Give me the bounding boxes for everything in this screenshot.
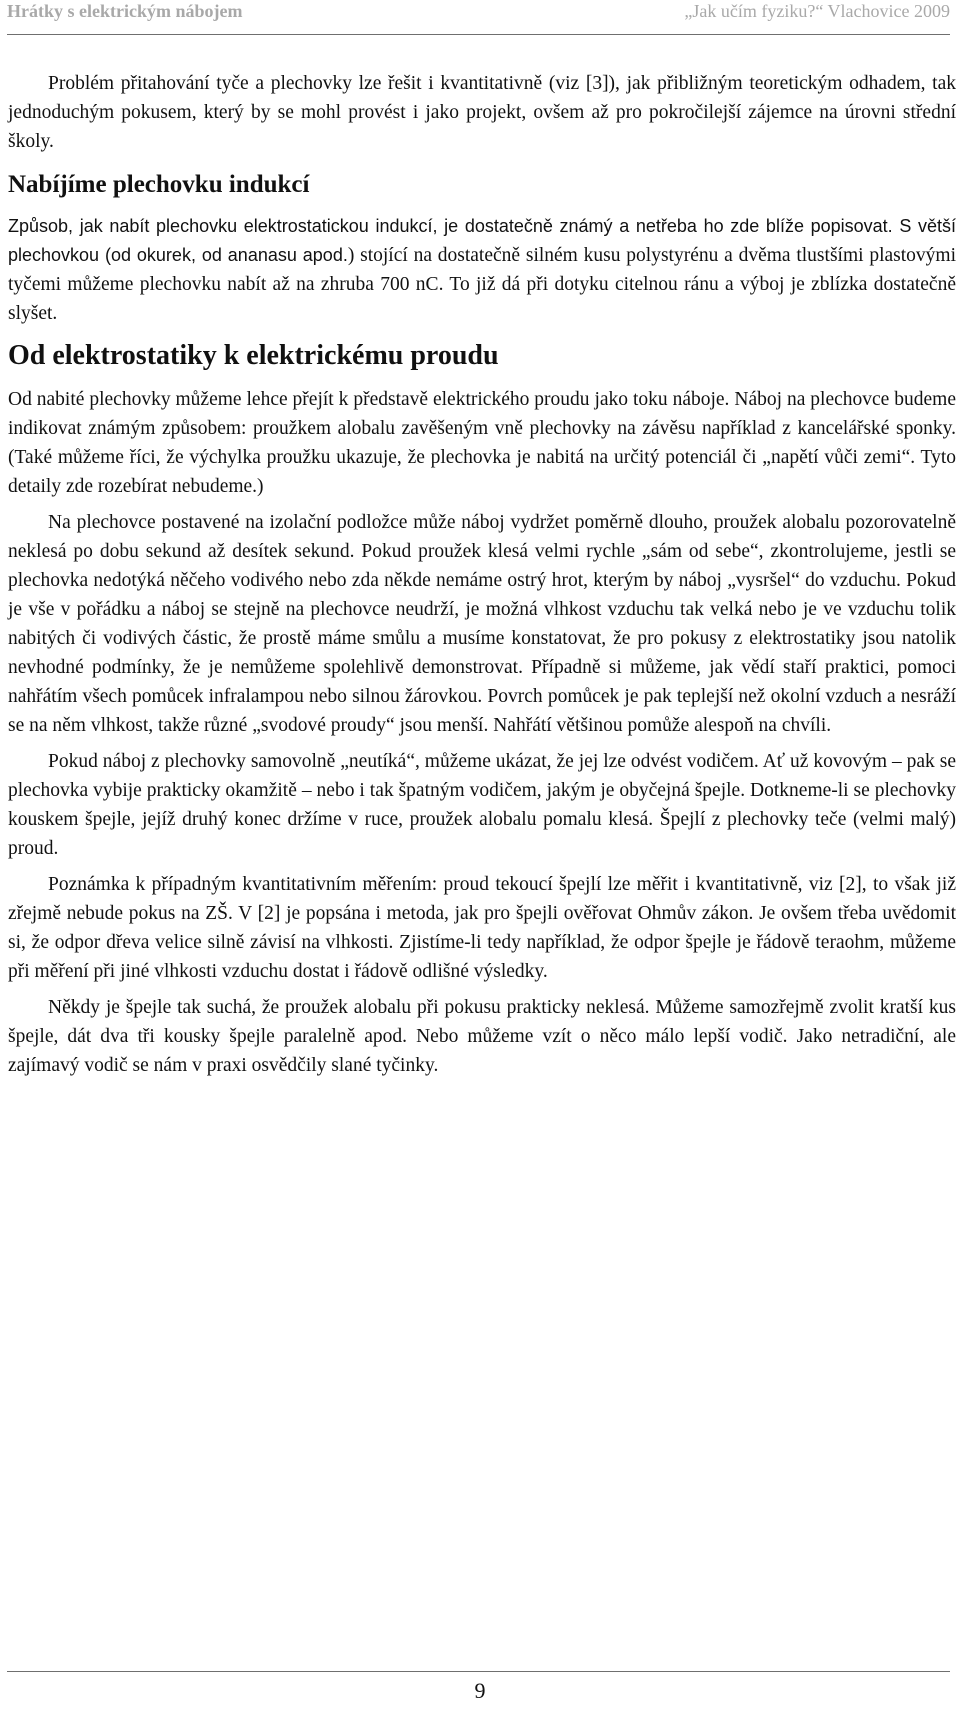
paragraph-dry-stick: Někdy je špejle tak suchá, že proužek alobalu při pokusu prakticky neklesá. Můžeme samozřejmě zvolit kratší kus špejle, dát dva tři kousky špejle paralelně apod. Nebo můžeme vzít o něco málo lepší vodič. Jako netradiční, ale zajímavý vodič se nám v praxi osvědčily slané tyčinky. (8, 997, 956, 1076)
header-event: „Jak učím fyziku?“ Vlachovice 2009 (684, 1, 950, 21)
section-heading-induction: Nabíjíme plechovku indukcí (8, 171, 310, 198)
paragraph-measurement-note: Poznámka k případným kvantitativním měřením: proud tekoucí špejlí lze měřit i kvantitativně, viz [2], to však již zřejmě nebude pokus na ZŠ. V [2] je popsána i metoda, jak pro špejli ověřovat Ohmův zákon. Je ovšem třeba uvědomit si, že odpor dřeva velice silně závisí na vlhkosti. Zjistíme-li tedy například, že odpor špejle je řádově teraohm, můžeme při měření při jiné vlhkosti vzduchu dostat i řádově odlišné výsledky. (8, 874, 956, 982)
section-heading-current: Od elektrostatiky k elektrickému proudu (8, 340, 499, 371)
paragraph-intro: Problém přitahování tyče a plechovky lze řešit i kvantitativně (viz [3]), jak přibližným teoretickým odhadem, tak jednoduchým pokusem, který by se mohl provést i jako projekt, ovšem až pro pokročilejší zájemce na úrovni střední školy. (8, 73, 956, 152)
paragraph-induction-part-2: ) stojící na dostatečně silném kusu polystyrénu a dvěma tlustšími plastovými tyčemi můžeme plechovku nabít až na zhruba 700 nC. To již dá při dotyku citelnou ránu a výboj je zblízka dostatečně slyšet. (8, 245, 956, 324)
paragraph-conductor: Pokud náboj z plechovky samovolně „neutíká“, můžeme ukázat, že jej lze odvést vodičem. Ať už kovovým – pak se plechovka vybije prakticky okamžitě – nebo i tak špatným vodičem, jakým je obyčejná špejle. Dotkneme-li se plechovky kouskem špejle, jejíž druhý konec držíme v ruce, proužek alobalu pomalu klesá. Špejlí z plechovky teče (velmi malý) proud. (8, 751, 956, 859)
header-title: Hrátky s elektrickým nábojem (7, 1, 243, 21)
paragraph-insulation: Na plechovce postavené na izolační podložce může náboj vydržet poměrně dlouho, proužek alobalu pozorovatelně neklesá po dobu sekund až desítek sekund. Pokud proužek klesá velmi rychle „sám od sebe“, zkontrolujeme, jestli se plechovka nedotýká něčeho vodivého nebo zda někde nemáme ostrý hrot, kterým by náboj „vysršel“ do vzduchu. Pokud je vše v pořádku a náboj se stejně na plechovce neudrží, je možná vlhkost vzduchu tak velká nebo je ve vzduchu tolik nabitých či vodivých částic, že prostě máme smůlu a musíme konstatovat, že pro pokusy z elektrostatiky jsou natolik nevhodné podmínky, že je nemůžeme spolehlivě demonstrovat. Případně si můžeme, jak vědí staří praktici, pomoci nahřátím všech pomůcek infralampou nebo silnou žárovkou. Povrch pomůcek je pak teplejší než okolní vzduch a nesráží se na něm vlhkost, takže různé „svodové proudy“ jsou menší. Nahřátí většinou pomůže alespoň na chvíli. (8, 512, 956, 736)
paragraph-current-intro: Od nabité plechovky můžeme lehce přejít k představě elektrického proudu jako toku náboje. Náboj na plechovce budeme indikovat známým způsobem: proužkem alobalu zavěšeným vně plechovky na závěsu například z kancelářské sponky. (Také můžeme říci, že výchylka proužku ukazuje, že plechovka je nabitá na určitý potenciál či „napětí vůči zemi“. Tyto detaily zde rozebírat nebudeme.) (8, 389, 956, 497)
paragraph-induction-part-1: Způsob, jak nabít plechovku elektrostatickou indukcí, je dostatečně známý a netřeba ho zde blíže popisovat. S větší plechovkou (od okurek, od ananasu apod. (8, 216, 956, 265)
paragraph-induction (8, 212, 956, 328)
document-body (8, 69, 956, 1080)
footer-divider (7, 1671, 950, 1672)
page-header (7, 0, 950, 35)
page-number: 9 (474, 1678, 486, 1703)
